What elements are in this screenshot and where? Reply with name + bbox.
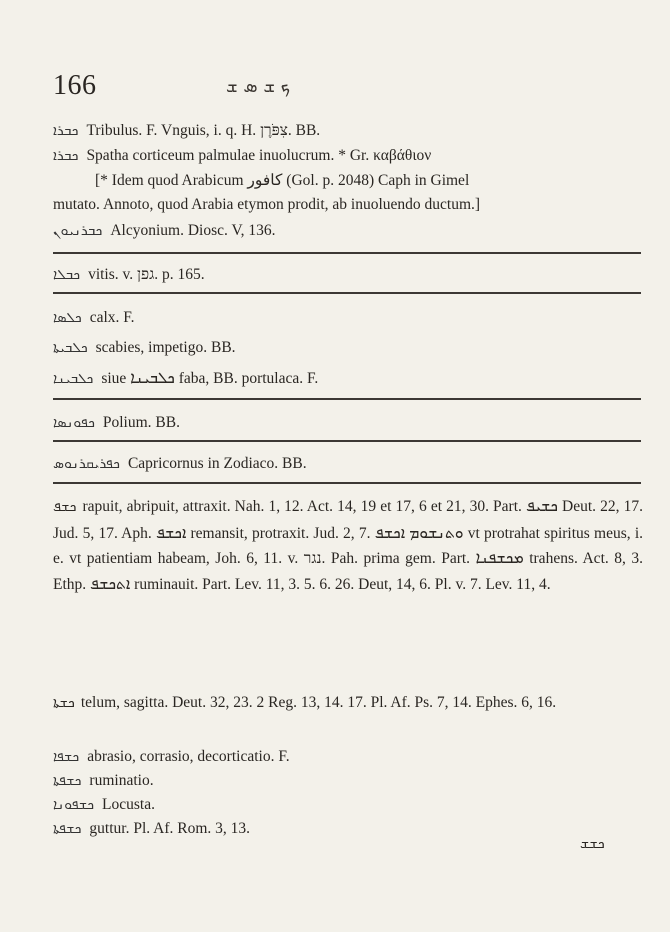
section-rule <box>53 292 641 294</box>
entry-telum <box>53 690 643 717</box>
entry-vitis <box>53 262 643 288</box>
entry-spatha <box>53 143 643 169</box>
syriac-headword: ܟܒܪܢܝܘܢ <box>53 223 103 239</box>
entry-text: abrasio, corrasio, decorticatio. F. <box>87 748 290 765</box>
syriac-headword: ܟܠܒܝܢܐ <box>53 371 94 387</box>
syriac-headword: ܟܫܦܬܐ <box>53 773 82 789</box>
entry-locusta <box>53 792 643 818</box>
note-line-2 <box>53 192 643 217</box>
section-rule <box>53 482 641 484</box>
entry-text: rapuit, abripuit, attraxit. Nah. 1, 12. Act. 14, 19 et 17, 6 et 21, 30. Part. ܟܫܝܦ Deut. 22, 17. Jud. 5, 17. Aph. ܐܟܫܦ remansit, protraxit. Jud. 2, 7. ܘܬܢܫܘܡ ܐܟܫܦ vt protrahat spiritus meus, i. e. vt patientiam habeam, Joh. 6, 11. v. נגר. Pah. prima gem. Part. ܡܟܫܦܢܐ trahens. Act. 8, 3. Ethp. ܐܬܟܫܦ ruminauit. Part. Lev. 11, 3. 5. 6. 26. Deut, 14, 6. Pl. v. 7. Lev. 11, 4. <box>53 498 644 593</box>
entry-text: Polium. BB. <box>102 414 180 431</box>
entry-text: telum, sagitta. Deut. 32, 23. 2 Reg. 13, 14. 17. Pl. Af. Ps. 7, 14. Ephes. 6, 16. <box>80 694 557 711</box>
section-rule <box>53 440 641 442</box>
entry-text: calx. F. <box>89 309 135 326</box>
entry-text: guttur. Pl. Af. Rom. 3, 13. <box>89 820 251 837</box>
entry-ruminatio <box>53 768 643 794</box>
entry-capricornus <box>53 451 643 477</box>
catchword: ܟܫܫ <box>580 836 605 852</box>
entry-text: Alcyonium. Diosc. V, 136. <box>110 222 276 239</box>
syriac-headword: ܟܒܠܐ <box>53 267 81 283</box>
note-line-1 <box>53 168 670 193</box>
note-text: mutato. Annoto, quod Arabia etymon prodit, ab inuoluendo ductum.] <box>53 196 481 213</box>
page-number: 166 <box>53 70 97 101</box>
section-rule <box>53 398 641 400</box>
syriac-headword: ܟܫܦܐ <box>53 749 80 765</box>
syriac-headword: ܟܦܪܝܩܪܢܘܣ <box>53 456 120 472</box>
syriac-headword: ܟܫܦܘܢܐ <box>53 797 95 813</box>
syriac-headword: ܟܒܪܐ <box>53 148 79 164</box>
syriac-headword: ܟܫܬܐ <box>53 695 75 711</box>
syriac-headword: ܟܒܪܐ <box>53 123 79 139</box>
entry-guttur <box>53 816 643 842</box>
entry-text: siue ܟܠܒܝܢܐ faba, BB. portulaca. F. <box>101 370 319 387</box>
entry-text: Spatha corticeum palmulae inuolucrum. * Gr. καβάθιον <box>86 147 432 164</box>
entry-text: Capricornus in Zodiaco. BB. <box>127 455 307 472</box>
entry-scabies <box>53 335 643 361</box>
section-rule <box>53 252 641 254</box>
entry-abrasio <box>53 744 643 770</box>
page-header <box>53 70 653 110</box>
syriac-headword: ܟܠܣܐ <box>53 310 82 326</box>
running-head: ܟ ܫ ܣ ܫ <box>226 76 291 97</box>
entry-text: scabies, impetigo. BB. <box>95 339 236 356</box>
entry-text: Locusta. <box>102 796 155 813</box>
syriac-headword: ܟܫܦܬܐ <box>53 821 82 837</box>
entry-alcyonium <box>53 218 643 244</box>
note-text: [* Idem quod Arabicum كافور (Gol. p. 2048) Caph in Gimel <box>95 172 470 189</box>
entry-rapuit <box>53 494 643 669</box>
syriac-headword: ܟܦܘܢܣܐ <box>53 415 95 431</box>
entry-polium <box>53 410 643 436</box>
entry-tribulus <box>53 118 643 144</box>
syriac-headword: ܟܠܒܝܬܐ <box>53 340 88 356</box>
syriac-headword: ܟܫܦ <box>53 499 77 515</box>
entry-text: vitis. v. גפן. p. 165. <box>88 266 205 283</box>
entry-text: Tribulus. F. Vnguis, i. q. H. צִפֹּרֶן. BB. <box>86 122 321 139</box>
entry-calx <box>53 305 643 331</box>
entry-text: ruminatio. <box>89 772 154 789</box>
entry-faba <box>53 366 643 392</box>
